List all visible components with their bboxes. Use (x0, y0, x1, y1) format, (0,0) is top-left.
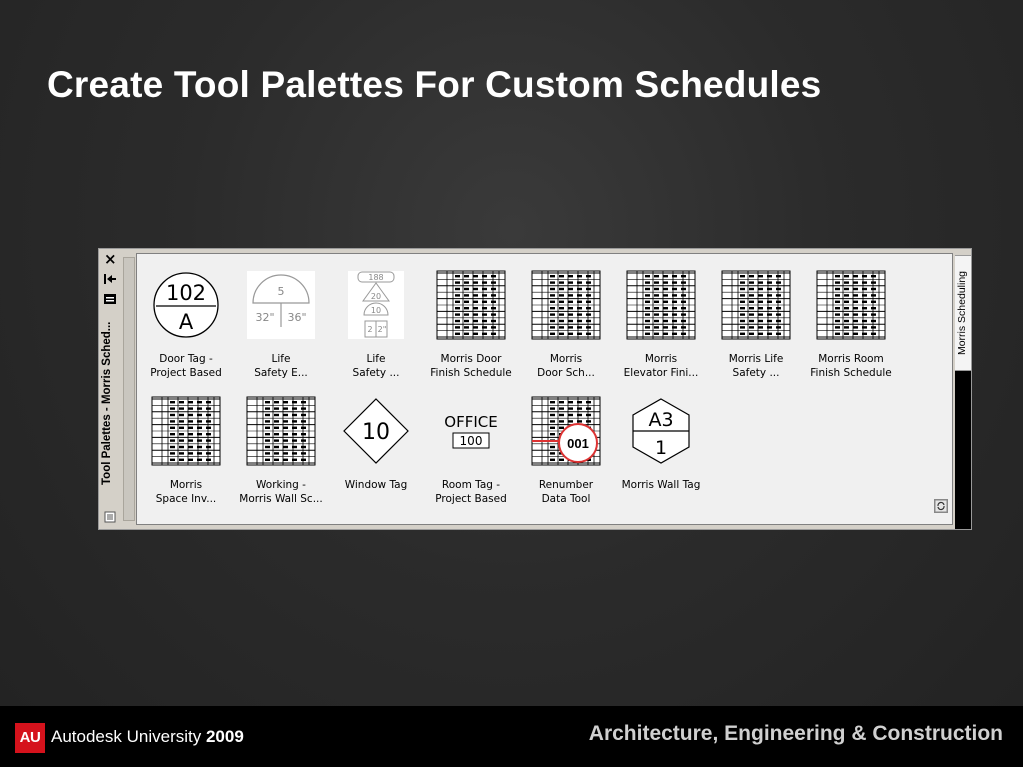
brand-name: Autodesk University 2009 (51, 727, 244, 746)
svg-text:32": 32" (255, 311, 275, 324)
footer-tagline: Architecture, Engineering & Construction (588, 722, 1003, 745)
tool-morris-wall-tag[interactable] (616, 395, 706, 492)
tab-label: Morris Scheduling (956, 270, 968, 356)
door-tag-icon (150, 269, 222, 341)
auto-hide-icon[interactable] (103, 273, 117, 285)
tool-label: Working - Morris Wall Sc... (239, 479, 323, 505)
tool-morris-door-schedule[interactable] (521, 269, 611, 380)
svg-text:2": 2" (377, 325, 387, 334)
tool-palette-window (98, 248, 972, 530)
tool-label: Life Safety ... (352, 353, 400, 379)
tool-working-morris-wall-schedule[interactable] (236, 395, 326, 506)
tool-morris-room-finish-schedule[interactable] (806, 269, 896, 380)
schedule-table-icon (720, 269, 792, 341)
tool-window-tag[interactable] (331, 395, 421, 492)
tool-label: Morris Door Sch... (537, 353, 595, 379)
close-icon[interactable]: × (104, 250, 117, 268)
tool-door-tag[interactable] (141, 269, 231, 380)
tool-morris-elevator-finish[interactable] (616, 269, 706, 380)
tool-label: Window Tag (344, 479, 408, 491)
palette-titlebar (99, 249, 121, 529)
au-logo: AU (15, 723, 45, 753)
tool-label: Room Tag - Project Based (435, 479, 507, 505)
schedule-table-icon (625, 269, 697, 341)
tool-label: Door Tag - Project Based (150, 353, 222, 379)
tool-label: Morris Room Finish Schedule (810, 353, 892, 379)
svg-text:36": 36" (287, 311, 307, 324)
renumber-value: 001 (567, 436, 589, 451)
tool-label: Morris Space Inv... (155, 479, 217, 505)
schedule-table-icon (530, 269, 602, 341)
svg-text:100: 100 (459, 434, 483, 448)
tool-label: Morris Wall Tag (621, 479, 701, 491)
palette-title: Tool Palettes - Morris Sched... (101, 321, 113, 485)
tool-morris-door-finish-schedule[interactable] (426, 269, 516, 380)
tool-morris-life-safety[interactable] (711, 269, 801, 380)
svg-text:102: 102 (165, 281, 207, 305)
refresh-icon[interactable] (934, 499, 948, 513)
tab-morris-scheduling[interactable] (955, 255, 972, 371)
svg-text:188: 188 (368, 273, 384, 282)
tool-morris-space-inventory[interactable] (141, 395, 231, 506)
svg-text:A: A (178, 310, 194, 334)
palette-edge (955, 371, 971, 529)
tool-renumber-data[interactable] (521, 395, 611, 506)
properties-icon[interactable] (103, 293, 117, 305)
window-tag-icon (340, 395, 412, 467)
svg-text:A3: A3 (648, 409, 674, 431)
svg-text:10: 10 (362, 420, 390, 445)
palette-content (136, 253, 953, 525)
tool-label: Morris Door Finish Schedule (430, 353, 512, 379)
tool-label: Morris Life Safety ... (728, 353, 784, 379)
life-safety-occupancy-icon (340, 269, 412, 341)
tool-label: Morris Elevator Fini... (623, 353, 699, 379)
tool-life-safety-occupancy[interactable] (331, 269, 421, 380)
tool-label: Renumber Data Tool (538, 479, 594, 505)
palette-scrollbar[interactable] (123, 257, 135, 521)
schedule-table-icon (150, 395, 222, 467)
svg-text:20: 20 (370, 292, 382, 301)
svg-text:1: 1 (654, 437, 668, 459)
room-tag-icon (435, 395, 507, 467)
svg-text:10: 10 (370, 306, 382, 315)
wall-tag-icon (625, 395, 697, 467)
svg-text:5: 5 (277, 285, 285, 298)
tool-room-tag[interactable] (426, 395, 516, 506)
schedule-table-icon (245, 395, 317, 467)
tool-label: Life Safety E... (254, 353, 308, 379)
schedule-table-icon (815, 269, 887, 341)
palette-menu-icon[interactable] (104, 511, 116, 523)
schedule-table-icon (435, 269, 507, 341)
life-safety-egress-icon (245, 269, 317, 341)
slide-title: Create Tool Palettes For Custom Schedules (47, 64, 822, 105)
svg-text:OFFICE: OFFICE (444, 413, 498, 431)
svg-text:2: 2 (367, 325, 373, 334)
tool-life-safety-egress[interactable] (236, 269, 326, 380)
renumber-icon (530, 395, 602, 467)
